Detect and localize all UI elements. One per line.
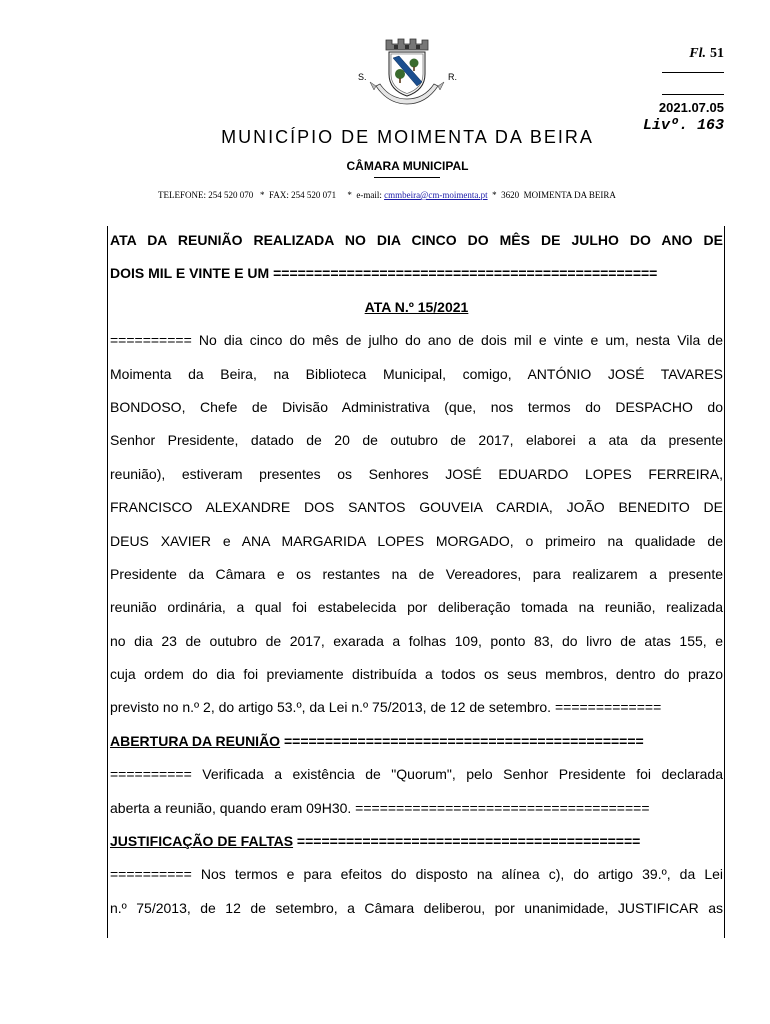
section-heading-fill: ========================================== [293, 833, 641, 850]
paragraph-line: aberta a reunião, quando eram 09H30. ==================================== [110, 799, 650, 816]
paragraph-line: reunião), estiveram presentes os Senhores JOSÉ EDUARDO LOPES FERREIRA, [110, 465, 723, 482]
section-heading-abertura: ABERTURA DA REUNIÃO [110, 732, 281, 749]
paragraph-line: Moimenta da Beira, na Biblioteca Municipal, comigo, ANTÓNIO JOSÉ TAVARES [110, 365, 723, 382]
municipality-title: MUNICÍPIO DE MOIMENTA DA BEIRA [221, 127, 594, 147]
book-number: Livº. 163 [642, 117, 724, 134]
folio-value: 51 [710, 46, 724, 61]
paragraph-line: no dia 23 de outubro de 2017, exarada a folhas 109, ponto 83, do livro de atas 155, e [110, 632, 723, 649]
paragraph-line: DEUS XAVIER e ANA MARGARIDA LOPES MORGADO, o primeiro na qualidade de [110, 532, 723, 549]
contact-phone-fax: TELEFONE: 254 520 070 * FAX: 254 520 071 * e-mail: [158, 190, 385, 200]
folio-label: Fl. [689, 46, 706, 61]
paragraph-line: reunião ordinária, a qual foi estabelecida por deliberação tomada na reunião, realizada [110, 599, 723, 616]
subtitle-underline [374, 177, 440, 178]
municipal-crest [364, 36, 450, 106]
paragraph-line: Presidente da Câmara e os restantes na de Vereadores, para realizarem a presente [110, 565, 723, 582]
minutes-number: ATA N.º 15/2021 [364, 298, 469, 315]
minutes-title-line-2: DOIS MIL E VINTE E UM =============================================== [110, 265, 658, 282]
paragraph-line: ========== No dia cinco do mês de julho do ano de dois mil e vinte e um, nesta Vila de [110, 332, 723, 349]
section-heading-line [110, 729, 723, 762]
folio-rule [662, 72, 724, 73]
paragraph-line: FRANCISCO ALEXANDRE DOS SANTOS GOUVEIA CARDIA, JOÃO BENEDITO DE [110, 499, 723, 516]
section-heading-fill: ============================================ [280, 732, 644, 749]
email-link[interactable]: cmmbeira@cm-moimenta.pt [384, 190, 488, 200]
contact-line [158, 190, 616, 200]
folio-number [689, 46, 724, 62]
right-margin-rule [724, 226, 725, 938]
paragraph-line: cuja ordem do dia foi previamente distribuída a todos os seus membros, dentro do prazo [110, 666, 723, 683]
contact-address: * 3620 MOIMENTA DA BEIRA [487, 190, 616, 200]
section-heading-line [110, 829, 723, 862]
minutes-title-line-1: ATA DA REUNIÃO REALIZADA NO DIA CINCO DO MÊS DE JULHO DO ANO DE [110, 232, 723, 248]
council-subtitle: CÂMARA MUNICIPAL [346, 159, 469, 173]
paragraph-line: ========== Verificada a existência de "Quorum", pelo Senhor Presidente foi declarada [110, 766, 723, 783]
paragraph-line: Senhor Presidente, datado de 20 de outubro de 2017, elaborei a ata da presente [110, 432, 723, 449]
paragraph-line: ========== Nos termos e para efeitos do disposto na alínea c), do artigo 39.º, da Lei [110, 866, 723, 883]
left-margin-rule [107, 226, 108, 938]
paragraph-line: BONDOSO, Chefe de Divisão Administrativa (que, nos termos do DESPACHO do [110, 398, 723, 415]
section-heading-justificacao: JUSTIFICAÇÃO DE FALTAS [110, 833, 294, 850]
crest-left-letter: S. [358, 72, 367, 82]
crest-right-letter: R. [448, 72, 457, 82]
paragraph-line: previsto no n.º 2, do artigo 53.º, da Lei n.º 75/2013, de 12 de setembro. ============= [110, 699, 662, 716]
paragraph-line: n.º 75/2013, de 12 de setembro, a Câmara deliberou, por unanimidade, JUSTIFICAR as [110, 899, 723, 916]
date-rule [662, 94, 724, 95]
meeting-date: 2021.07.05 [658, 100, 724, 115]
minutes-body [110, 228, 723, 929]
coat-of-arms-icon [364, 36, 450, 106]
